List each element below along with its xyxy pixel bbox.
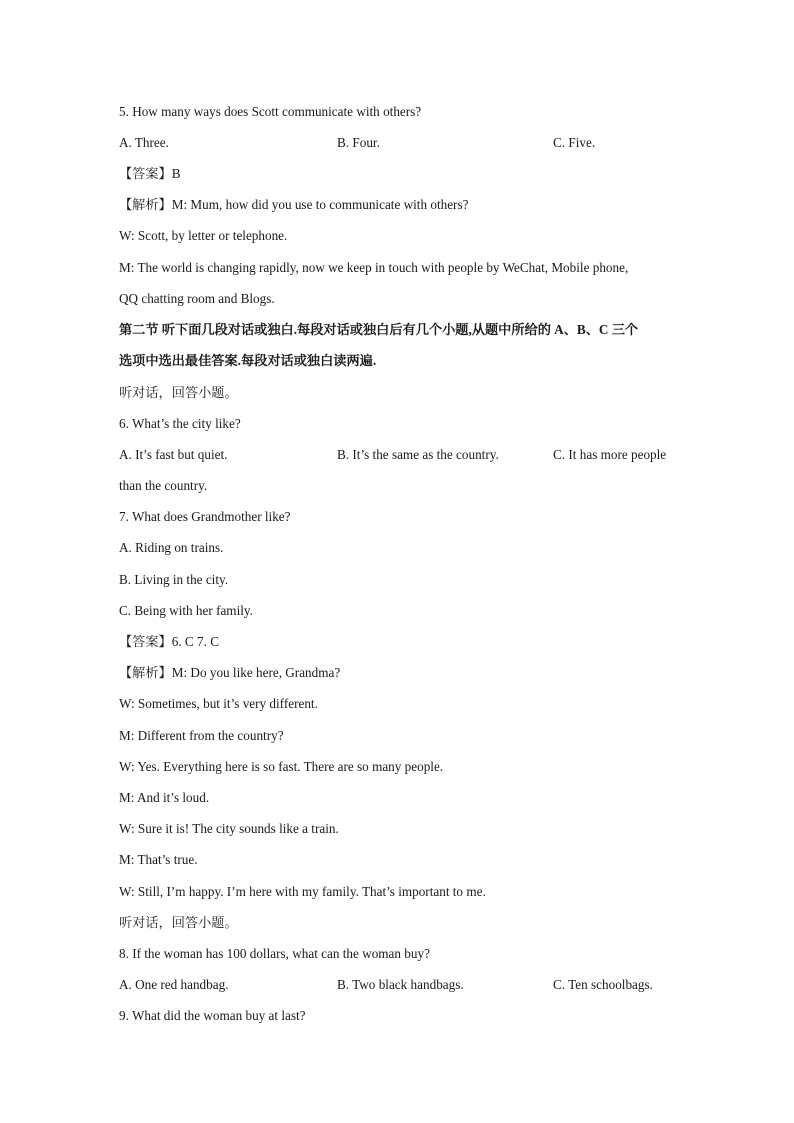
question-5: 5. How many ways does Scott communicate with others? [119, 104, 422, 119]
option-b: B. Two black handbags. [337, 977, 464, 992]
dialog-intro: 听对话，回答小题。 [119, 915, 238, 930]
option-a: A. It’s fast but quiet. [119, 447, 228, 462]
question-6: 6. What’s the city like? [119, 416, 241, 431]
section-heading: 第二节 听下面几段对话或独白.每段对话或独白后有几个小题,从题中所给的 A、B、C 三个 [119, 322, 639, 337]
analysis-line: W: Scott, by letter or telephone. [119, 228, 288, 243]
analysis-line: W: Sure it is! The city sounds like a train. [119, 821, 339, 836]
option-c: C. Being with her family. [119, 603, 253, 618]
answer-5: 【答案】B [119, 166, 181, 181]
question-8: 8. If the woman has 100 dollars, what can the woman buy? [119, 946, 430, 961]
analysis-line: M: The world is changing rapidly, now we keep in touch with people by WeChat, Mobile phone, [119, 260, 629, 275]
option-b: B. It’s the same as the country. [337, 447, 499, 462]
option-b: B. Four. [337, 135, 380, 150]
analysis-line: QQ chatting room and Blogs. [119, 291, 275, 306]
option-b: B. Living in the city. [119, 572, 229, 587]
analysis-line: W: Still, I’m happy. I’m here with my family. That’s important to me. [119, 884, 486, 899]
analysis-line: M: Different from the country? [119, 728, 284, 743]
question-9: 9. What did the woman buy at last? [119, 1008, 306, 1023]
analysis-line: 【解析】M: Do you like here, Grandma? [119, 665, 341, 680]
question-8-options [119, 976, 679, 994]
question-7: 7. What does Grandmother like? [119, 509, 291, 524]
analysis-line: 【解析】M: Mum, how did you use to communicate with others? [119, 197, 469, 212]
option-a: A. Riding on trains. [119, 540, 224, 555]
question-6-options [119, 446, 679, 464]
option-a: A. One red handbag. [119, 977, 229, 992]
option-a: A. Three. [119, 135, 169, 150]
section-heading: 选项中选出最佳答案.每段对话或独白读两遍. [119, 353, 377, 368]
option-c-wrap: than the country. [119, 478, 208, 493]
question-5-options [119, 134, 679, 152]
option-c: C. Five. [553, 135, 596, 150]
analysis-line: W: Sometimes, but it’s very different. [119, 696, 318, 711]
answer-6-7: 【答案】6. C 7. C [119, 634, 220, 649]
analysis-line: M: That’s true. [119, 852, 198, 867]
option-c: C. Ten schoolbags. [553, 977, 653, 992]
dialog-intro: 听对话，回答小题。 [119, 385, 238, 400]
analysis-line: M: And it’s loud. [119, 790, 210, 805]
option-c: C. It has more people [553, 447, 667, 462]
analysis-line: W: Yes. Everything here is so fast. There are so many people. [119, 759, 444, 774]
